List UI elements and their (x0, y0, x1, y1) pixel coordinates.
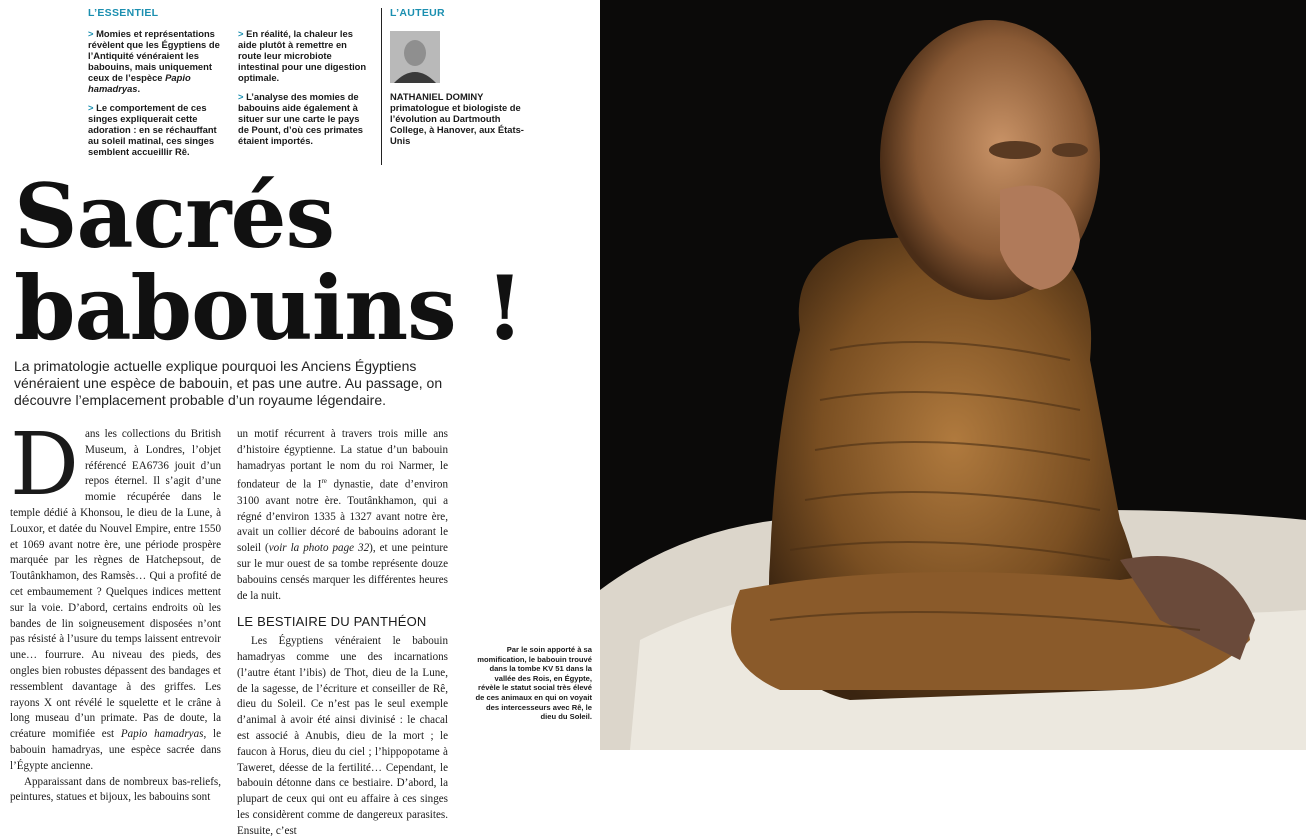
essentiel-heading: L’ESSENTIEL (88, 7, 159, 19)
title-line-1: Sacrés (14, 164, 335, 268)
intro-paragraph: La primatologie actuelle explique pourquoi les Anciens Égyptiens vénéraient une espèce de babouin, et pas une autre. Au passage, on découvre l’emplacement probable d’un royaume légendaire. (14, 358, 443, 408)
author-name: NATHANIEL DOMINY (390, 91, 484, 102)
author-bio: primatologue et biologiste de l’évolution au Dartmouth College, à Hanover, aux États-Unis (390, 102, 524, 146)
article-page (0, 0, 600, 837)
auteur-heading: L’AUTEUR (390, 7, 445, 19)
body-column-2 (237, 427, 448, 840)
mummified-baboon-photo (600, 0, 1306, 750)
page-title (14, 164, 523, 360)
essentiel-col-right (238, 28, 372, 154)
essentiel-col-left (88, 28, 228, 165)
arrow-icon: > (238, 28, 244, 39)
title-line-2: babouins ! (14, 256, 523, 360)
essentiel-point-2: > Le comportement de ces singes expliquerait cette adoration : en se réchauffant au soleil matinal, ces singes semblent accueillir Rê. (88, 102, 217, 157)
photo-caption: Par le soin apporté à sa momification, le babouin trouvé dans la tombe KV 51 dans la vallée des Rois, en Égypte, révèle le statut social très élevé de ces animaux en qui on voyait des intercesseurs avec Rê, le dieu du Soleil. (475, 645, 592, 722)
col2-paragraph-1: un motif récurrent à travers trois mille ans d’histoire égyptienne. La statue d’un babouin hamadryas portant le nom du roi Narmer, le fondateur de la Ire dynastie, date d’environ 3100 avant notre ère. Toutânkhamon, qui a régné d’environ 1335 à 1327 avant notre ère, avait un collier décoré de babouins adorant le soleil (voir la photo page 32), et une peinture sur le mur ouest de sa tombe représente douze babouins censés marquer les différentes heures de la nuit. (237, 428, 448, 602)
col1-paragraph-2: Apparaissant dans de nombreux bas-reliefs, peintures, statues et bijoux, les babouins sont (10, 775, 221, 804)
essentiel-point-4: > L’analyse des momies de babouins aide également à situer sur une carte le pays de Pount, d’où ces primates étaient importés. (238, 91, 364, 146)
arrow-icon: > (238, 91, 244, 102)
essentiel-point-3: > En réalité, la chaleur les aide plutôt à remettre en route leur microbiote intestinal pour une digestion optimale. (238, 28, 367, 83)
arrow-icon: > (88, 102, 94, 113)
col2-paragraph-2: Les Égyptiens vénéraient le babouin hamadryas comme une des incarnations (l’autre étant l’ibis) de Thot, dieu de la Lune, de la sagesse, de l’écriture et conseiller de Rê, dieu du Soleil. Ce n’est pas le seul exemple d’animal à avoir été ainsi divinisé : le chacal est associé à Anubis, dieu de la mort ; le faucon à Horus, dieu du ciel ; l’hippopotame à Taweret, déesse de la fertilité… Cependant, le babouin détonne dans ce bestiaire. D’abord, la plupart de ceux qui ont eu affaire à ces singes les considèrent comme de dangereux parasites. Ensuite, c’est (237, 635, 448, 837)
body-column-1: Dans les collections du British Museum, à Londres, l’objet référencé EA6736 jouit d’un repos éternel. Il s’agit d’une momie récupérée dans le temple dédié à Khonsou, le dieu de la Lune, à Louxor, et datée du Nouvel Empire, entre 1550 et 1069 avant notre ère, une période prospère marquée par les règnes de Hatchepsout, de Toutânkhamon, des Ramsès… Qui a profité de cet embaumement ? Quelques indices mettent sur la voie. D’abord, certains endroits où les bandes de lin soigneusement disposées n’ont pas résisté à l’usure du temps laissent entrevoir une… fourrure. Au niveau des pieds, des ongles bien robustes dépassent des bandages et ressemblent davantage à des griffes. Les rayons X ont révélé le squelette et le crâne à long museau d’un primate. Pas de doute, la créature momifiée est Papio hamadryas, le babouin hamadryas, une espèce sacrée dans l’Égypte ancienne. Apparaissant dans de nombreux bas-reliefs, peintures, statues et bijoux, les babouins sont (10, 427, 221, 806)
drop-cap: D (10, 415, 79, 515)
arrow-icon: > (88, 28, 94, 39)
column-divider (381, 8, 382, 165)
essentiel-point-1: > Momies et représentations révèlent que les Égyptiens de l’Antiquité vénéraient les babouins, mais uniquement ceux de l’espèce Papio hamadryas. (88, 28, 220, 94)
section-subheading: LE BESTIAIRE DU PANTHÉON (237, 614, 427, 630)
author-photo (390, 31, 440, 83)
